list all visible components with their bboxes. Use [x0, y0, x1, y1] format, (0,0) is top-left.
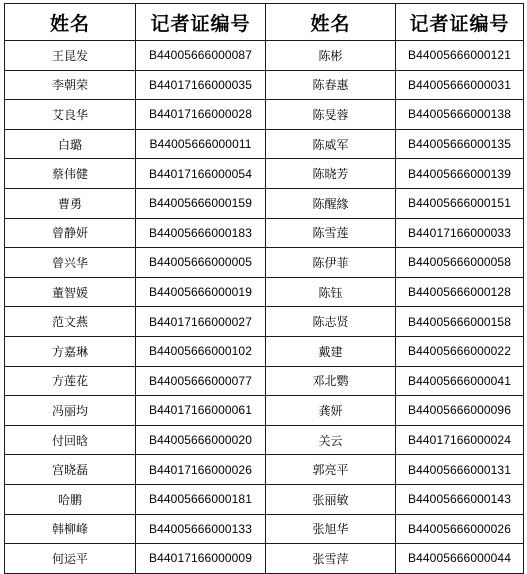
table-row [5, 366, 524, 396]
table-row [5, 484, 524, 514]
name-cell-left: 方嘉琳 [5, 336, 136, 366]
press-card-id-cell-left: B44005666000183 [136, 218, 266, 248]
header-row [5, 4, 524, 41]
name-cell-right: 陈威军 [266, 129, 396, 159]
table-row [5, 455, 524, 485]
name-cell-left: 方莲花 [5, 366, 136, 396]
press-card-id-cell-left: B44005666000019 [136, 277, 266, 307]
name-cell-right: 龚妍 [266, 396, 396, 426]
press-card-id-cell-right: B44005666000026 [396, 514, 524, 544]
press-card-id-cell-left: B44005666000087 [136, 41, 266, 71]
press-card-id-cell-right: B44005666000143 [396, 484, 524, 514]
header-id-left: 记者证编号 [136, 4, 266, 41]
header-name-right: 姓名 [266, 4, 396, 41]
press-card-id-cell-left: B44005666000133 [136, 514, 266, 544]
name-cell-left: 冯丽均 [5, 396, 136, 426]
press-card-id-cell-right: B44005666000121 [396, 41, 524, 71]
table-body [5, 41, 524, 574]
header-id-right: 记者证编号 [396, 4, 524, 41]
name-cell-right: 陈钰 [266, 277, 396, 307]
table-row [5, 514, 524, 544]
header-name-left: 姓名 [5, 4, 136, 41]
press-card-id-cell-right: B44005666000158 [396, 307, 524, 337]
name-cell-left: 曾兴华 [5, 248, 136, 278]
press-card-id-cell-right: B44005666000041 [396, 366, 524, 396]
press-card-id-cell-right: B44017166000024 [396, 425, 524, 455]
name-cell-left: 董智媛 [5, 277, 136, 307]
journalist-roster-sheet [4, 3, 523, 571]
press-card-id-cell-right: B44005666000031 [396, 70, 524, 100]
table-row [5, 336, 524, 366]
name-cell-right: 张丽敏 [266, 484, 396, 514]
table-row [5, 425, 524, 455]
press-card-id-cell-left: B44005666000102 [136, 336, 266, 366]
table-row [5, 188, 524, 218]
table-row [5, 159, 524, 189]
table-row [5, 544, 524, 574]
name-cell-left: 宫晓磊 [5, 455, 136, 485]
press-card-id-cell-left: B44005666000005 [136, 248, 266, 278]
press-card-id-cell-right: B44005666000151 [396, 188, 524, 218]
name-cell-right: 陈晓芳 [266, 159, 396, 189]
name-cell-left: 王昆发 [5, 41, 136, 71]
name-cell-right: 郭亮平 [266, 455, 396, 485]
press-card-id-cell-left: B44005666000181 [136, 484, 266, 514]
press-card-id-cell-right: B44005666000135 [396, 129, 524, 159]
press-card-id-cell-left: B44005666000077 [136, 366, 266, 396]
press-card-id-cell-right: B44005666000139 [396, 159, 524, 189]
press-card-id-cell-left: B44017166000035 [136, 70, 266, 100]
name-cell-right: 陈雪莲 [266, 218, 396, 248]
press-card-id-cell-left: B44005666000011 [136, 129, 266, 159]
press-card-id-cell-left: B44005666000159 [136, 188, 266, 218]
name-cell-left: 韩柳峰 [5, 514, 136, 544]
press-card-id-cell-left: B44017166000028 [136, 100, 266, 130]
name-cell-right: 张旭华 [266, 514, 396, 544]
name-cell-right: 陈伊菲 [266, 248, 396, 278]
table-row [5, 100, 524, 130]
table-header [5, 4, 524, 41]
name-cell-right: 陈旻蓉 [266, 100, 396, 130]
table-row [5, 70, 524, 100]
name-cell-right: 陈志贤 [266, 307, 396, 337]
name-cell-right: 戴建 [266, 336, 396, 366]
name-cell-left: 白璐 [5, 129, 136, 159]
name-cell-right: 关云 [266, 425, 396, 455]
name-cell-right: 陈春惠 [266, 70, 396, 100]
name-cell-left: 蔡伟健 [5, 159, 136, 189]
table-row [5, 129, 524, 159]
name-cell-right: 张雪萍 [266, 544, 396, 574]
press-card-id-cell-left: B44005666000020 [136, 425, 266, 455]
name-cell-left: 曾静妍 [5, 218, 136, 248]
table-row [5, 218, 524, 248]
press-card-id-cell-left: B44017166000054 [136, 159, 266, 189]
press-card-id-cell-right: B44005666000128 [396, 277, 524, 307]
press-card-id-cell-left: B44017166000026 [136, 455, 266, 485]
name-cell-right: 陈醒緣 [266, 188, 396, 218]
name-cell-left: 付回晗 [5, 425, 136, 455]
press-card-id-cell-left: B44017166000009 [136, 544, 266, 574]
name-cell-left: 何运平 [5, 544, 136, 574]
table-row [5, 41, 524, 71]
table-row [5, 307, 524, 337]
name-cell-right: 陈彬 [266, 41, 396, 71]
press-card-id-cell-right: B44005666000131 [396, 455, 524, 485]
press-card-id-cell-right: B44005666000022 [396, 336, 524, 366]
table-row [5, 248, 524, 278]
journalist-roster-table [4, 3, 524, 574]
name-cell-left: 曹勇 [5, 188, 136, 218]
table-row [5, 277, 524, 307]
press-card-id-cell-right: B44005666000044 [396, 544, 524, 574]
press-card-id-cell-left: B44017166000027 [136, 307, 266, 337]
press-card-id-cell-right: B44005666000058 [396, 248, 524, 278]
name-cell-left: 范文燕 [5, 307, 136, 337]
press-card-id-cell-left: B44017166000061 [136, 396, 266, 426]
name-cell-left: 李朝荣 [5, 70, 136, 100]
press-card-id-cell-right: B44005666000096 [396, 396, 524, 426]
table-row [5, 396, 524, 426]
press-card-id-cell-right: B44005666000138 [396, 100, 524, 130]
press-card-id-cell-right: B44017166000033 [396, 218, 524, 248]
name-cell-right: 邓北鹦 [266, 366, 396, 396]
name-cell-left: 哈鹏 [5, 484, 136, 514]
name-cell-left: 艾良华 [5, 100, 136, 130]
